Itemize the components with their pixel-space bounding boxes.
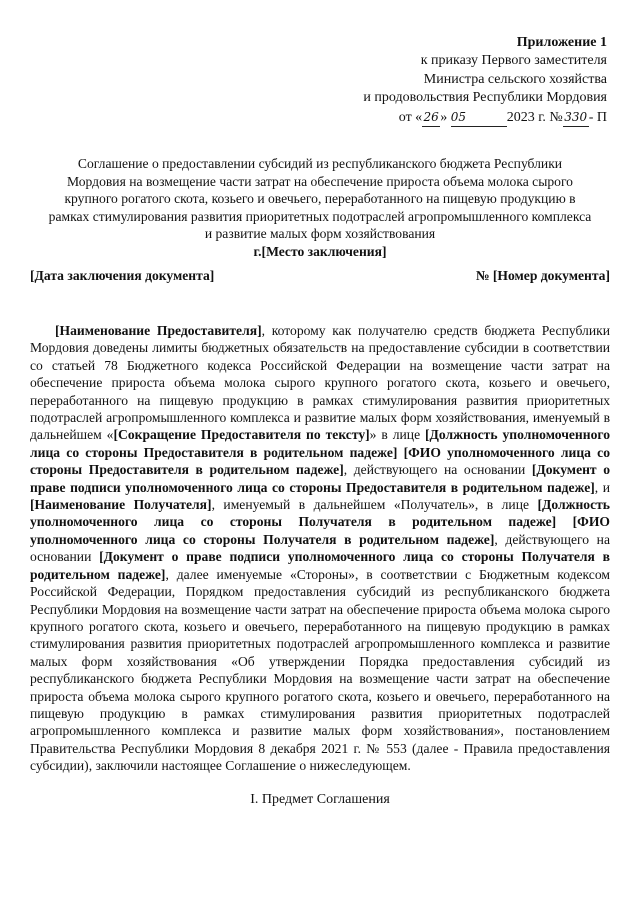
place-line: [40, 243, 600, 261]
title-line-1: Соглашение о предоставлении субсидий из республиканского бюджета Республики: [77, 156, 563, 171]
body-text-5: , именуемый в дальнейшем «Получатель», в лице: [211, 497, 538, 513]
agreement-title: [40, 155, 600, 261]
agreement-body: [30, 322, 610, 775]
body-paragraph: [30, 322, 610, 775]
recipient-official-placeholder: [Должность уполномоченного лица со стороны Получателя в родительном падеже] [ФИО уполномоченного лица со стороны Получателя в родительном падеже]: [30, 497, 610, 547]
place-prefix: г.: [253, 243, 262, 259]
body-text-6: , действующего на основании: [30, 531, 610, 565]
title-line-2: Мордовия на возмещение части затрат на обеспечение прироста объема молока сырого: [67, 173, 573, 189]
title-line-3: крупного рогатого скота, козьего и овечьего, переработанного на пищевую продукцию в: [64, 191, 576, 207]
number-suffix: - П: [588, 109, 607, 125]
date-year: 2023 г. №: [506, 109, 563, 125]
body-text-1: , которому как получателю средств бюджета Республики Мордовия доведены лимиты бюджетных обязательств на предоставление субсидии в соответствии со статьей 78 Бюджетного кодекса Российской Федерации на возмещение части затрат на обеспечение прироста объема молока сырого крупного рогатого скота, козьего и овечьего, переработанного на пищевую продукцию в рамках стимулирования развития приоритетных подотраслей агропромышленного комплекса и развитие малых форм хозяйствования, именуемый в дальнейшем «: [30, 323, 610, 443]
date-placeholder: [Дата заключения документа]: [30, 268, 215, 283]
appendix-title: Приложение 1: [516, 35, 607, 50]
provider-authority-placeholder: [Документ о праве подписи уполномоченного лица со стороны Предоставителя в родительном падеже]: [30, 462, 611, 495]
appendix-block: [363, 34, 607, 127]
provider-name-placeholder: [Наименование Предоставителя]: [55, 323, 262, 338]
date-number-row: [30, 267, 610, 284]
body-text-7: , далее именуемые «Стороны», в соответствии с Бюджетным кодексом Российской Федерации, Порядком предоставления субсидий из республиканского бюджета Республики Мордовия на возмещение части затрат на обеспечение прироста объема молока сырого крупного рогатого скота, козьего и овечьего, переработанного на пищевую продукцию в рамках стимулирования развития приоритетных подотраслей агропромышленного комплекса и развитие малых форм хозяйствования «Об утверждении Порядка предоставления субсидий из республиканского бюджета Республики Мордовия на возмещение части затрат на обеспечение прироста объема молока сырого крупного рогатого скота, козьего и овечьего, переработанного на пищевую продукцию в рамках стимулирования развития приоритетных подотраслей агропромышленного комплекса и развитие малых форм хозяйствования», постановлением Правительства Республики Мордовия 8 декабря 2021 г. № 553 (далее - Правила предоставления субсидии), заключили настоящее Соглашение о нижеследующем.: [30, 566, 610, 774]
date-mid: »: [440, 109, 448, 125]
appendix-line-2: Министра сельского хозяйства: [423, 71, 607, 87]
date-prefix: от «: [398, 109, 423, 125]
section-heading: I. Предмет Соглашения: [250, 792, 390, 807]
provider-official-placeholder: [Должность уполномоченного лица со стороны Предоставителя в родительном падеже] [ФИО уполномоченного лица со стороны Предоставителя в родительном падеже]: [30, 427, 611, 478]
handwritten-number: 330: [563, 108, 589, 127]
recipient-authority-placeholder: [Документ о праве подписи уполномоченного лица со стороны Получателя в родительном падеже]: [30, 549, 610, 582]
provider-short-placeholder: [Сокращение Предоставителя по тексту]: [113, 427, 370, 443]
body-text-4: , и: [594, 479, 610, 495]
appendix-date-line: [363, 108, 607, 127]
recipient-name-placeholder: [Наименование Получателя]: [30, 497, 212, 513]
place-placeholder: [Место заключения]: [261, 243, 387, 259]
body-text-2: » в лице: [369, 427, 426, 443]
number-placeholder: № [Номер документа]: [475, 268, 610, 283]
title-line-4: рамках стимулирования развития приоритетных подотраслей агропромышленного комплекса: [48, 208, 592, 224]
appendix-line-3: и продовольствия Республики Мордовия: [363, 90, 607, 106]
handwritten-month: 05: [451, 108, 507, 127]
handwritten-day: 26: [422, 108, 440, 127]
appendix-line-1: к приказу Первого заместителя: [420, 53, 607, 69]
body-text-3: , действующего на основании: [343, 462, 532, 478]
title-line-5: и развитие малых форм хозяйствования: [204, 226, 436, 242]
